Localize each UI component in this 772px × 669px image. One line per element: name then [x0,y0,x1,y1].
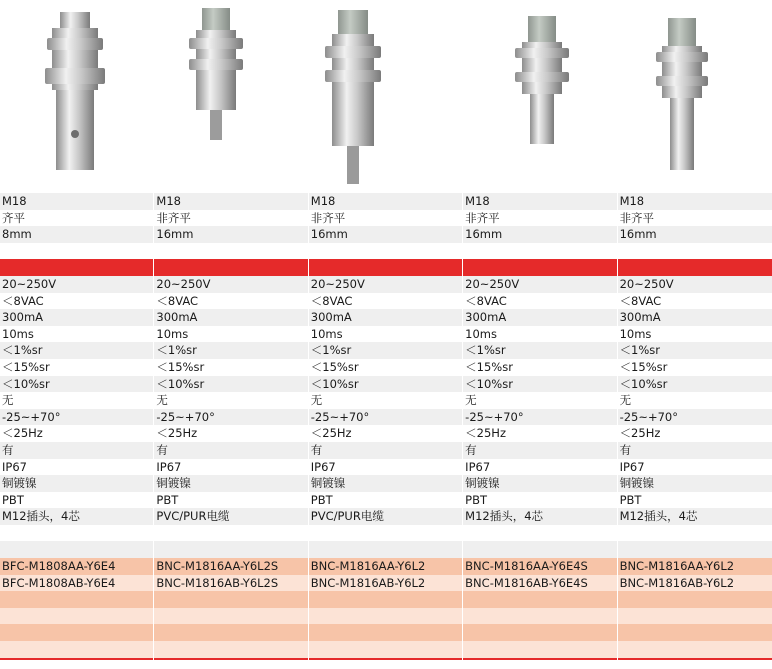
row-model-b [0,575,772,592]
cell [463,541,617,558]
cell: 铜镀镍 [618,475,772,492]
cell: ＜1%sr [618,342,772,359]
cell: IP67 [309,459,463,476]
cell: 300mA [154,309,308,326]
cell [618,591,772,608]
cell: M18 [618,193,772,210]
cell: 16mm [154,226,308,243]
cell: 300mA [618,309,772,326]
cell: 20~250V [618,276,772,293]
row-distance [0,226,772,243]
cell: ＜25Hz [0,425,154,442]
cell: 铜镀镍 [0,475,154,492]
row-blank-1 [0,243,772,260]
row-hysteresis [0,359,772,376]
cell: ＜8VAC [309,293,463,310]
cell [0,658,154,660]
cell [309,525,463,542]
cell: -25~+70° [309,409,463,426]
row-blank-2 [0,525,772,542]
cell: 非齐平 [618,210,772,227]
row-housing [0,475,772,492]
cell: ＜25Hz [618,425,772,442]
cell: PVC/PUR电缆 [309,508,463,525]
cell: ＜25Hz [463,425,617,442]
cell: 16mm [463,226,617,243]
row-blank-3 [0,541,772,558]
cell: 铜镀镍 [154,475,308,492]
cell: BNC-M1816AA-Y6E4S [463,558,617,575]
cell: M18 [463,193,617,210]
row-repeat [0,342,772,359]
cell: M18 [309,193,463,210]
cell: 无 [0,392,154,409]
cell: 20~250V [309,276,463,293]
cell: 有 [309,442,463,459]
cell [463,259,617,276]
cell: IP67 [0,459,154,476]
cell: M12插头，4芯 [463,508,617,525]
cell: 16mm [618,226,772,243]
cell: IP67 [154,459,308,476]
row-response [0,326,772,343]
cell: 10ms [154,326,308,343]
cell [463,591,617,608]
cell: 10ms [0,326,154,343]
cell: 20~250V [154,276,308,293]
row-protection [0,459,772,476]
row-connection [0,508,772,525]
row-blank-4 [0,591,772,608]
sensor-4-image [515,16,569,144]
cell: PBT [0,492,154,509]
cell: ＜15%sr [309,359,463,376]
cell: 无 [309,392,463,409]
row-model-a [0,558,772,575]
cell: BFC-M1808AB-Y6E4 [0,575,154,592]
cell [463,658,617,660]
cell: 非齐平 [154,210,308,227]
cell [309,658,463,660]
sensor-illustrations [0,0,772,193]
cell: BNC-M1816AA-Y6L2 [618,558,772,575]
row-blank-5 [0,608,772,625]
cell: -25~+70° [154,409,308,426]
cell: ＜25Hz [309,425,463,442]
cell: 10ms [309,326,463,343]
cell [618,243,772,260]
cell [618,658,772,660]
cell [463,608,617,625]
cell [309,541,463,558]
cell: ＜1%sr [463,342,617,359]
row-led [0,442,772,459]
cell [309,259,463,276]
row-size [0,193,772,210]
cell [463,525,617,542]
cell [618,259,772,276]
cell [0,525,154,542]
cell [618,608,772,625]
row-flush [0,210,772,227]
cell: 10ms [618,326,772,343]
cell: -25~+70° [0,409,154,426]
cell: PBT [463,492,617,509]
cell: 有 [463,442,617,459]
row-short-protect [0,392,772,409]
row-voltage [0,276,772,293]
cell: 铜镀镍 [463,475,617,492]
row-red-bottom [0,658,772,660]
cell [463,641,617,658]
cell: BFC-M1808AA-Y6E4 [0,558,154,575]
cell: ＜10%sr [154,376,308,393]
cell [0,243,154,260]
cell: BNC-M1816AA-Y6L2S [154,558,308,575]
cell [618,525,772,542]
cell: ＜10%sr [0,376,154,393]
row-drop [0,293,772,310]
cell: PBT [618,492,772,509]
sensor-2-image [189,8,243,140]
cell: ＜8VAC [154,293,308,310]
cell: IP67 [463,459,617,476]
row-temp-range [0,409,772,426]
cell [309,624,463,641]
row-temp-drift [0,376,772,393]
cell: 无 [618,392,772,409]
sensor-5-image [656,18,708,170]
cell: 非齐平 [309,210,463,227]
cell: ＜10%sr [618,376,772,393]
cell: 300mA [0,309,154,326]
cell: ＜8VAC [0,293,154,310]
cell [0,624,154,641]
cell [154,658,308,660]
cell: ＜10%sr [463,376,617,393]
cell [154,608,308,625]
cell [0,608,154,625]
cell [618,624,772,641]
cell: M18 [154,193,308,210]
cell: IP67 [618,459,772,476]
cell [309,641,463,658]
cell: BNC-M1816AB-Y6L2 [618,575,772,592]
row-current [0,309,772,326]
row-frequency [0,425,772,442]
cell: PVC/PUR电缆 [154,508,308,525]
cell: ＜15%sr [154,359,308,376]
cell [154,541,308,558]
cell: BNC-M1816AB-Y6L2 [309,575,463,592]
cell: ＜15%sr [0,359,154,376]
cell: ＜10%sr [309,376,463,393]
cell [309,591,463,608]
cell: 16mm [309,226,463,243]
cell: ＜15%sr [618,359,772,376]
cell: M12插头，4芯 [618,508,772,525]
row-face [0,492,772,509]
cell: ＜1%sr [154,342,308,359]
cell: 有 [154,442,308,459]
sensor-3-image [325,10,381,184]
cell: ＜25Hz [154,425,308,442]
cell [618,641,772,658]
cell: PBT [309,492,463,509]
cell: BNC-M1816AB-Y6L2S [154,575,308,592]
cell [154,259,308,276]
cell: ＜8VAC [618,293,772,310]
cell [154,591,308,608]
row-red-band [0,259,772,276]
cell: 20~250V [0,276,154,293]
cell: ＜1%sr [0,342,154,359]
cell [309,243,463,260]
sensor-1-image [45,12,105,170]
cell: 300mA [309,309,463,326]
cell: M18 [0,193,154,210]
cell [0,541,154,558]
cell: 非齐平 [463,210,617,227]
product-images [0,0,772,193]
cell: ＜8VAC [463,293,617,310]
cell: 300mA [463,309,617,326]
cell [463,243,617,260]
cell [309,608,463,625]
spec-table [0,193,772,660]
cell [0,641,154,658]
cell: 有 [0,442,154,459]
cell: ＜1%sr [309,342,463,359]
cell: ＜15%sr [463,359,617,376]
cell [618,541,772,558]
cell [154,525,308,542]
cell [154,624,308,641]
cell: 齐平 [0,210,154,227]
cell [154,243,308,260]
cell: -25~+70° [618,409,772,426]
cell: 20~250V [463,276,617,293]
cell: 无 [154,392,308,409]
row-blank-6 [0,624,772,641]
cell [154,641,308,658]
cell [463,624,617,641]
cell: M12插头，4芯 [0,508,154,525]
cell: PBT [154,492,308,509]
cell: 8mm [0,226,154,243]
cell: 10ms [463,326,617,343]
cell: -25~+70° [463,409,617,426]
cell: BNC-M1816AA-Y6L2 [309,558,463,575]
cell [0,591,154,608]
cell: BNC-M1816AB-Y6E4S [463,575,617,592]
cell: 无 [463,392,617,409]
cell: 有 [618,442,772,459]
cell: 铜镀镍 [309,475,463,492]
cell [0,259,154,276]
row-blank-7 [0,641,772,658]
